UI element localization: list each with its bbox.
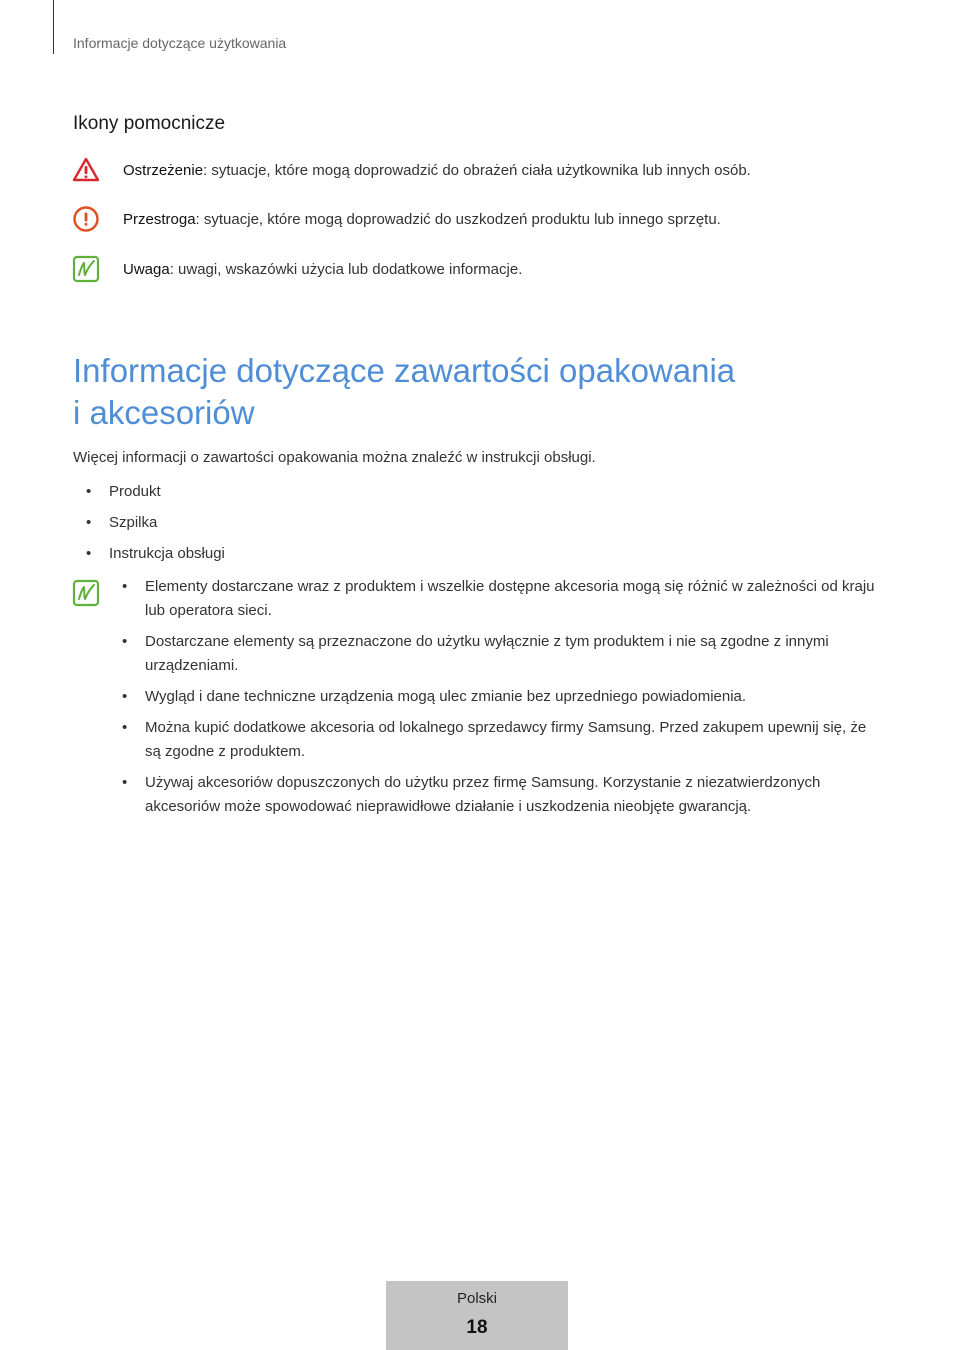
package-item-label: Produkt	[109, 483, 161, 500]
page-footer	[386, 1281, 568, 1350]
warning-term: Ostrzeżenie	[123, 162, 204, 179]
caution-row	[72, 205, 892, 235]
running-header: Informacje dotyczące użytkowania	[73, 35, 287, 51]
list-item: • Elementy dostarczane wraz z produktem i wszelkie dostępne akcesoria mogą się różnić w zależności od kraju lub operatora sieci.	[122, 578, 875, 619]
list-item: • Używaj akcesoriów dopuszczonych do użytku przez firmę Samsung. Korzystanie z niezatwierdzonych akcesoriów może spowodować nieprawidłowe działanie i uszkodzenia nieobjęte gwarancją.	[122, 774, 821, 815]
warning-row	[72, 156, 892, 186]
note-row	[72, 255, 892, 285]
helper-icons-heading: Ikony pomocnicze	[73, 113, 226, 134]
footer-language: Polski	[456, 1290, 497, 1307]
note-item-text: Elementy dostarczane wraz z produktem i wszelkie dostępne akcesoria mogą się różnić w zależności od kraju lub operatora sieci.	[145, 578, 875, 619]
note-pencil-icon	[72, 255, 100, 283]
package-intro: Więcej informacji o zawartości opakowania można znaleźć w instrukcji obsługi.	[73, 449, 596, 466]
package-title-line-2: i akcesoriów	[73, 394, 255, 431]
package-notes-list	[122, 575, 882, 826]
warning-description: : sytuacje, które mogą doprowadzić do obrażeń ciała użytkownika lub innych osób.	[203, 162, 751, 179]
warning-text	[123, 160, 751, 182]
package-item-label: Szpilka	[109, 514, 158, 531]
caution-circle-icon	[72, 205, 100, 233]
note-item-text: Wygląd i dane techniczne urządzenia mogą ulec zmianie bez uprzedniego powiadomienia.	[145, 688, 747, 705]
note-pencil-icon	[72, 579, 100, 607]
caution-text	[123, 209, 721, 231]
list-item: • Można kupić dodatkowe akcesoria od lokalnego sprzedawcy firmy Samsung. Przed zakupem upewnij się, że są zgodne z produktem.	[122, 719, 867, 760]
page-number: 18	[466, 1317, 488, 1338]
caution-term: Przestroga	[123, 211, 196, 228]
warning-triangle-icon	[72, 156, 100, 184]
note-term: Uwaga	[123, 261, 170, 278]
package-item-label: Instrukcja obsługi	[109, 545, 225, 562]
package-section-title	[73, 350, 735, 434]
note-text	[123, 259, 522, 281]
list-item: • Wygląd i dane techniczne urządzenia mogą ulec zmianie bez uprzedniego powiadomienia.	[122, 688, 747, 705]
list-item: • Dostarczane elementy są przeznaczone do użytku wyłącznie z tym produktem i nie są zgodne z innymi urządzeniami.	[122, 633, 829, 674]
package-title-line-1: Informacje dotyczące zawartości opakowania	[73, 352, 736, 389]
note-description: : uwagi, wskazówki użycia lub dodatkowe informacje.	[169, 261, 523, 278]
page-edge-line	[53, 0, 54, 54]
note-item-text: Dostarczane elementy są przeznaczone do użytku wyłącznie z tym produktem i nie są zgodne z innymi urządzeniami.	[145, 633, 829, 674]
note-item-text: Można kupić dodatkowe akcesoria od lokalnego sprzedawcy firmy Samsung. Przed zakupem upewnij się, że są zgodne z produktem.	[145, 719, 867, 760]
caution-description: : sytuacje, które mogą doprowadzić do uszkodzeń produktu lub innego sprzętu.	[195, 211, 721, 228]
note-item-text: Używaj akcesoriów dopuszczonych do użytku przez firmę Samsung. Korzystanie z niezatwierdzonych akcesoriów może spowodować nieprawidłowe działanie i uszkodzenia nieobjęte gwarancją.	[145, 774, 821, 815]
